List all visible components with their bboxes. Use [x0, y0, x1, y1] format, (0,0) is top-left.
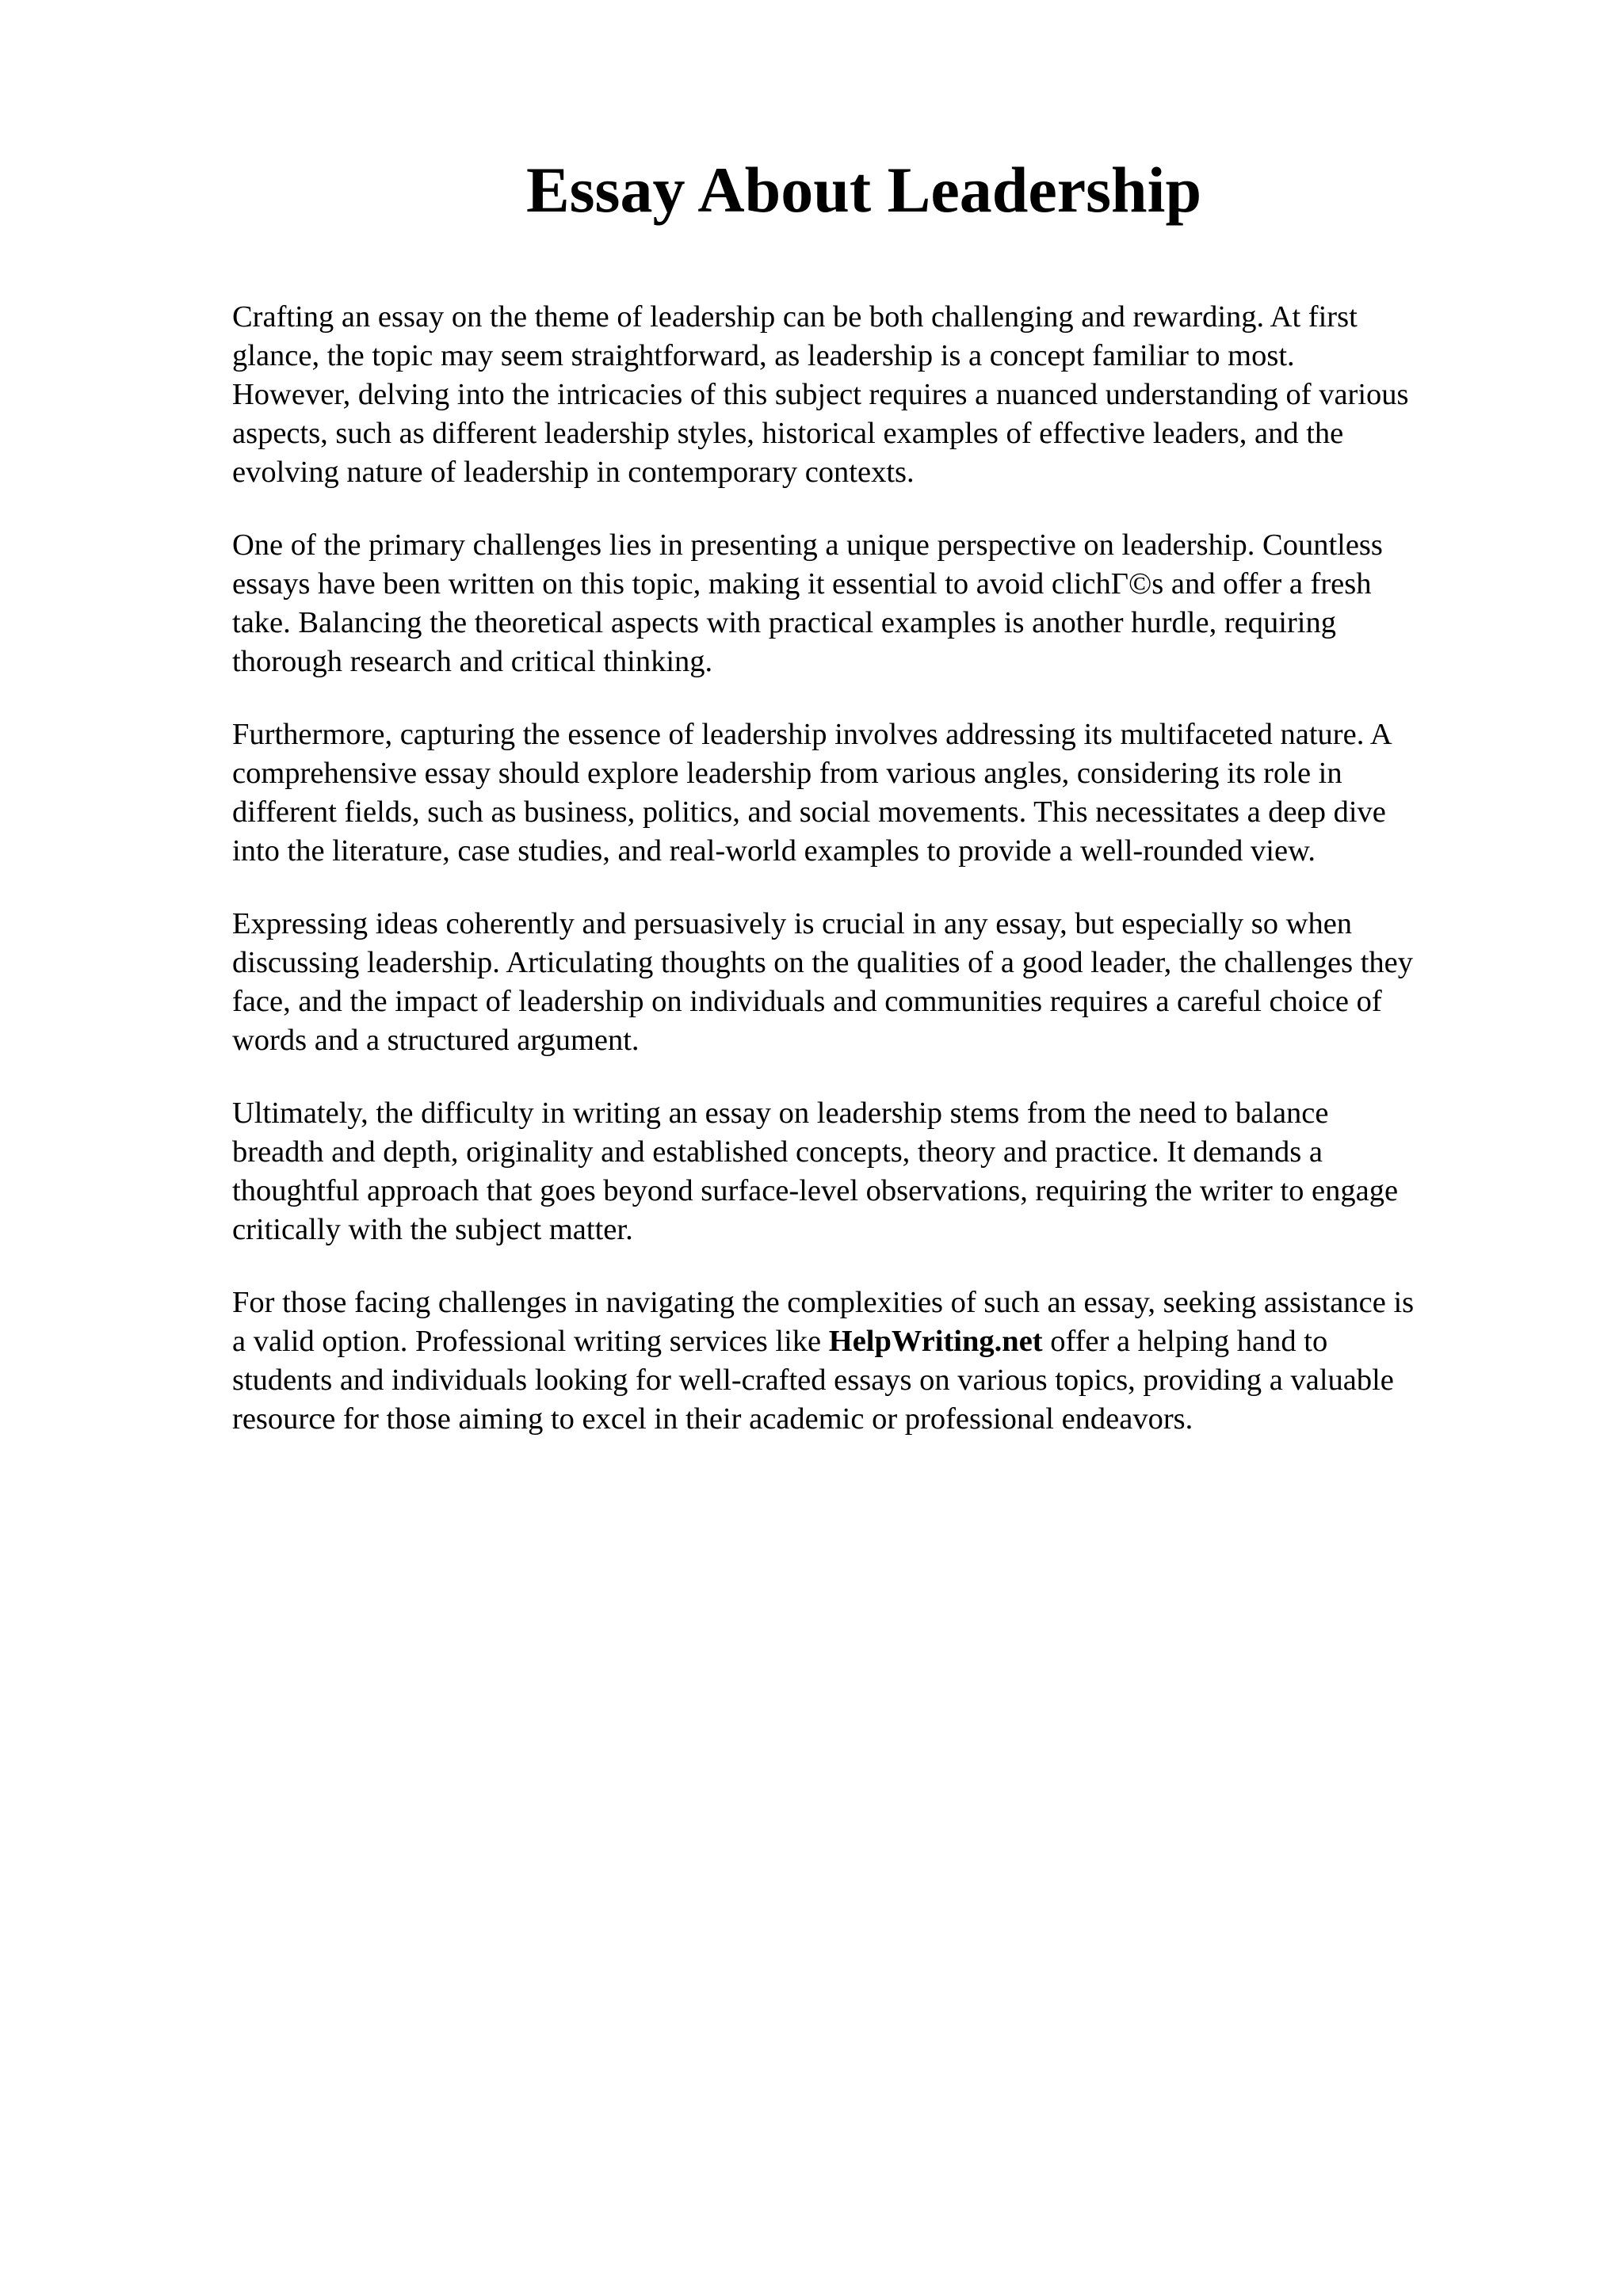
paragraph-line: Furthermore, capturing the essence of leadership involves addressing its multifaceted nature. A [232, 718, 1392, 751]
paragraph-line: One of the primary challenges lies in presenting a unique perspective on leadership. Countless [232, 528, 1383, 562]
line-text-after-link: offer a helping hand to [1042, 1325, 1328, 1358]
paragraph-line: essays have been written on this topic, making it essential to avoid clichΓ©s and offer a fresh [232, 567, 1372, 601]
helpwriting-link-text: HelpWriting.net [828, 1325, 1043, 1358]
paragraph-line [232, 1322, 1532, 1361]
document-body [232, 298, 1532, 1473]
document-title: Essay About Leadership [525, 154, 1202, 226]
paragraph-line: glance, the topic may seem straightforward, as leadership is a concept familiar to most. [232, 339, 1295, 372]
paragraph-line: critically with the subject matter. [232, 1213, 633, 1246]
paragraph-line: evolving nature of leadership in contemporary contexts. [232, 456, 915, 489]
paragraph-line: resource for those aiming to excel in their academic or professional endeavors. [232, 1402, 1193, 1436]
paragraph-3 [232, 715, 1532, 871]
paragraph-line: different fields, such as business, politics, and social movements. This necessitates a deep dive [232, 795, 1386, 829]
paragraph-line: Expressing ideas coherently and persuasively is crucial in any essay, but especially so when [232, 907, 1353, 940]
paragraph-line: thorough research and critical thinking. [232, 645, 713, 678]
paragraph-5 [232, 1094, 1532, 1249]
paragraph-line: words and a structured argument. [232, 1024, 640, 1057]
paragraph-6 [232, 1283, 1532, 1439]
paragraph-line: students and individuals looking for well-crafted essays on various topics, providing a valuable [232, 1363, 1394, 1397]
line-text-before-link: a valid option. Professional writing services like [232, 1325, 829, 1358]
paragraph-line: thoughtful approach that goes beyond surface-level observations, requiring the writer to engage [232, 1174, 1399, 1207]
paragraph-line: into the literature, case studies, and real-world examples to provide a well-rounded view. [232, 834, 1316, 868]
paragraph-line: Ultimately, the difficulty in writing an essay on leadership stems from the need to balance [232, 1097, 1329, 1130]
paragraph-line: face, and the impact of leadership on individuals and communities requires a careful choice of [232, 985, 1382, 1018]
paragraph-line: Crafting an essay on the theme of leadership can be both challenging and rewarding. At first [232, 300, 1358, 334]
paragraph-line: For those facing challenges in navigating the complexities of such an essay, seeking assistance is [232, 1286, 1415, 1319]
paragraph-line: discussing leadership. Articulating thoughts on the qualities of a good leader, the challenges they [232, 946, 1413, 979]
paragraph-4 [232, 905, 1532, 1060]
paragraph-line: aspects, such as different leadership styles, historical examples of effective leaders, and the [232, 417, 1344, 450]
paragraph-line: comprehensive essay should explore leadership from various angles, considering its role in [232, 757, 1342, 790]
paragraph-line: take. Balancing the theoretical aspects with practical examples is another hurdle, requiring [232, 606, 1336, 639]
paragraph-line: However, delving into the intricacies of this subject requires a nuanced understanding of various [232, 378, 1409, 411]
paragraph-line: breadth and depth, originality and established concepts, theory and practice. It demands a [232, 1135, 1323, 1169]
paragraph-2 [232, 526, 1532, 681]
paragraph-1 [232, 298, 1532, 492]
